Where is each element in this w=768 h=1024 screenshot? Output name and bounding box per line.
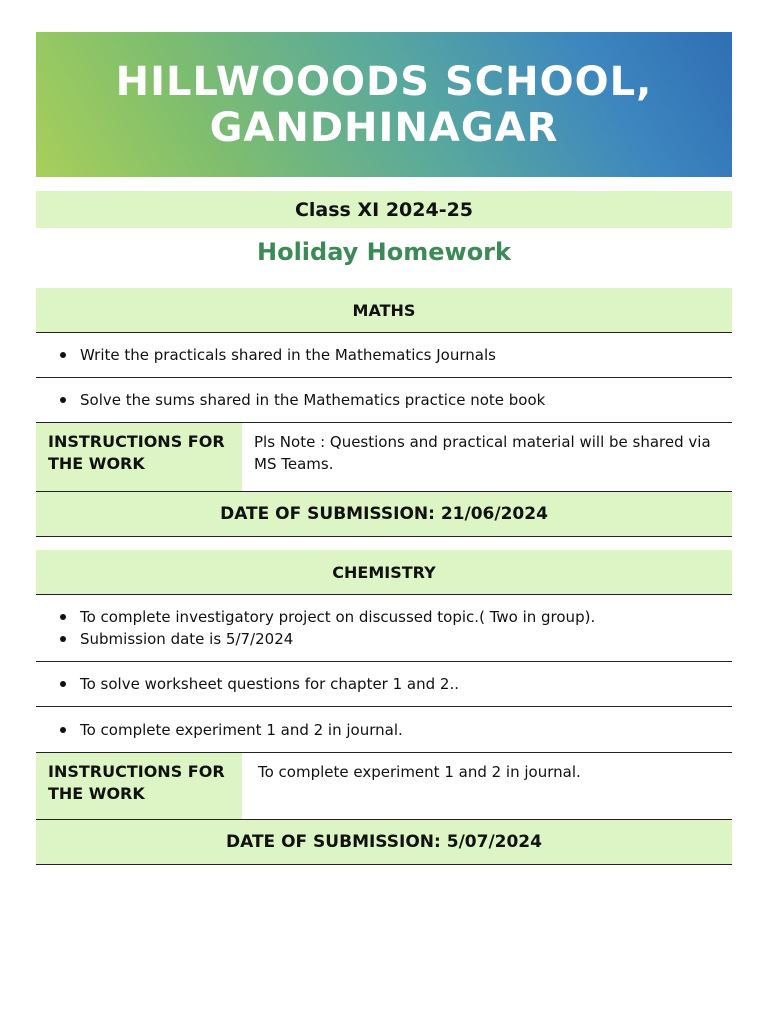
chemistry-item: To complete investigatory project on discussed topic.( Two in group). — [60, 606, 732, 628]
chemistry-heading: CHEMISTRY — [36, 550, 732, 595]
maths-section — [36, 288, 732, 537]
homework-title: Holiday Homework — [257, 238, 511, 266]
chemistry-item: To complete experiment 1 and 2 in journal. — [60, 719, 732, 741]
maths-item: Solve the sums shared in the Mathematics practice note book — [60, 389, 732, 411]
chemistry-item: Submission date is 5/7/2024 — [60, 628, 732, 650]
chemistry-item-row — [36, 662, 732, 707]
chemistry-item: To solve worksheet questions for chapter 1 and 2.. — [60, 673, 732, 695]
maths-instructions-text: Pls Note : Questions and practical material will be shared via MS Teams. — [254, 433, 711, 473]
maths-submission-date: DATE OF SUBMISSION: 21/06/2024 — [36, 492, 732, 537]
maths-item-row — [36, 378, 732, 423]
chemistry-section — [36, 550, 732, 865]
chemistry-submission-date: DATE OF SUBMISSION: 5/07/2024 — [36, 820, 732, 865]
maths-item: Write the practicals shared in the Mathematics Journals — [60, 344, 732, 366]
chemistry-item-row — [36, 707, 732, 753]
school-name: HILLWOOODS SCHOOL, GANDHINAGAR — [115, 58, 653, 151]
class-label: Class XI 2024-25 — [36, 191, 732, 228]
maths-heading: MATHS — [36, 288, 732, 333]
maths-instructions-row — [36, 423, 732, 492]
maths-item-row — [36, 333, 732, 378]
school-banner — [36, 32, 732, 177]
chemistry-instructions-row — [36, 753, 732, 820]
maths-instructions-label: INSTRUCTIONS FOR THE WORK — [36, 423, 242, 491]
chemistry-instructions-text: To complete experiment 1 and 2 in journal. — [258, 763, 581, 781]
chemistry-instructions-label: INSTRUCTIONS FOR THE WORK — [36, 753, 242, 819]
chemistry-item-row — [36, 595, 732, 662]
